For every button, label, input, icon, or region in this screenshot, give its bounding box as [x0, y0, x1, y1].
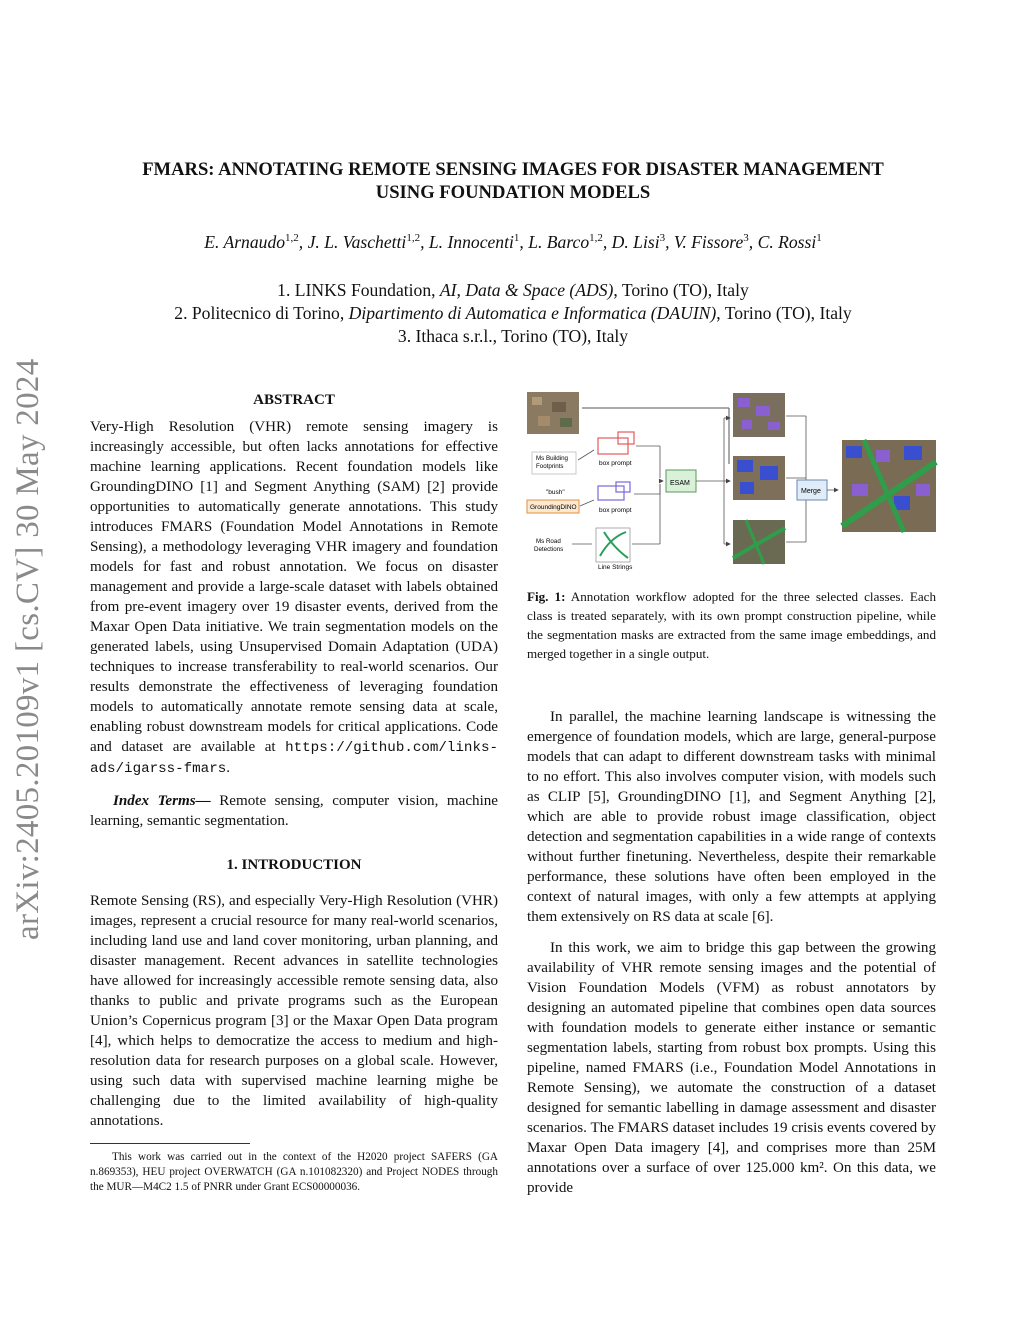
arxiv-identifier: arXiv:2405.20109v1 [cs.CV] 30 May 2024	[10, 358, 46, 940]
footnote-divider	[90, 1143, 250, 1144]
svg-text:GroundingDINO: GroundingDINO	[530, 504, 577, 511]
author: L. Innocenti	[428, 232, 514, 252]
affiliation-1: 1. LINKS Foundation, AI, Data & Space (ADS), Torino (TO), Italy	[277, 280, 749, 300]
abstract-body: Very-High Resolution (VHR) remote sensing imagery is increasingly accessible, but often lacks annotations for effective machine learning applications. Recent foundation models like GroundingDINO [1] and Segment Anything (SAM) [2] provide opportunities to automatically generate annotations. This study introduces FMARS (Foundation Model Annotations in Remote Sensing), a methodology leveraging VHR imagery and foundation models for fast and robust annotation. We focus on disaster management and provide a large-scale dataset with labels obtained from pre-event imagery over 19 disaster events, derived from the Maxar Open Data initiative. We train segmentation models on the generated labels, using Unsupervised Domain Adaptation (UDA) techniques to increase transferability to real-world scenarios. Our results demonstrate the effectiveness of leveraging foundation models to automatically annotate remote sensing data at scale, enabling robust downstream models for critical applications. Code and dataset are available at https://github.com/links-ads/igarss-fmars.	[90, 419, 498, 777]
author-affil: 1,2	[285, 232, 299, 245]
paper-title	[90, 158, 936, 204]
author-affil: 1	[513, 232, 520, 245]
figure-caption: Fig. 1: Annotation workflow adopted for the three selected classes. Each class is treated separately, with its own prompt construction pipeline, while the segmentation masks are extracted from the same image embeddings, and merged together in a single output.	[527, 589, 936, 661]
introduction-heading: 1. INTRODUCTION	[226, 857, 362, 873]
vegetation-mask-image	[733, 456, 785, 500]
author-affil: 3	[743, 232, 749, 245]
intro-paragraph-3: In this work, we aim to bridge this gap between the growing availability of VHR remote sensing images and the potential of Vision Foundation Models (VFM) as robust annotators by designing an automated pipeline that combines open data sources with foundation models to generate either instance or semantic segmentation labels, starting from robust box prompts. Using this pipeline, named FMARS (i.e., Foundation Model Annotations in Remote Sensing), we automate the construction of a dataset designed for semantic labelling in damage assessment and disaster scenarios. The FMARS dataset includes 19 crisis events covered by Maxar Open Data imagery [4], and comprises more than 25M annotations over a surface of over 125.000 km². On this data, we provide	[527, 940, 936, 1196]
box-prompt-1-icon	[598, 438, 628, 454]
author: E. Arnaudo	[204, 232, 286, 252]
author-affil: 1,2	[589, 232, 603, 245]
affiliation-3: 3. Ithaca s.r.l., Torino (TO), Italy	[397, 326, 629, 346]
code-link[interactable]: https://github.com/links-ads/igarss-fmars	[90, 740, 498, 777]
input-satellite-image	[527, 392, 579, 434]
svg-text:Ms Building: Ms Building	[536, 455, 568, 462]
author-affil: 3	[659, 232, 666, 245]
author: J. L. Vaschetti	[307, 232, 407, 252]
box-prompt-2-icon	[598, 486, 624, 500]
merged-output-image	[842, 440, 936, 532]
footnote: This work was carried out in the context of the H2020 project SAFERS (GA n.869353), HEU project OVERWATCH (GA n.101082320) and Project NODES through the MUR—M4C2 1.5 of PNRR under Grant ECS00000036.	[90, 1151, 498, 1193]
svg-text:box prompt: box prompt	[599, 460, 632, 467]
author-affil: 1	[816, 232, 822, 245]
index-terms: Index Terms— Remote sensing, computer vision, machine learning, semantic segmentation.	[90, 793, 499, 829]
title-line-2: USING FOUNDATION MODELS	[375, 182, 651, 203]
workflow-figure	[524, 388, 938, 573]
author: C. Rossi	[757, 232, 817, 252]
svg-text:Detections: Detections	[534, 546, 564, 553]
svg-text:Footprints: Footprints	[536, 463, 564, 470]
svg-text:box prompt: box prompt	[599, 507, 632, 514]
right-column	[527, 707, 936, 1198]
author-list: E. Arnaudo$^{1,2}$, J. L. Vaschetti$^{1,2}$, L. Innocenti$^1$, L. Barco$^{1,2}$, D. Lisi$^3$, V. Fissore$^3$, C. Rossi$^1$	[204, 232, 822, 252]
intro-paragraph-2: In parallel, the machine learning landscape is witnessing the emergence of foundation models, which are large, general-purpose models that can adapt to different downstream tasks with minimal to no effort. This also involves computer vision, with models such as CLIP [5], GroundingDINO [1], and Segment Anything [2], which are able to provide robust image classification, object detection and segmentation capabilities in a wide range of contexts without further finetuning. Nevertheless, despite their remarkable performance, these solutions have often been employed in the context of natural images, with only a few attempts at applying them extensively on RS data at scale [6].	[527, 709, 936, 925]
left-column	[90, 392, 498, 1195]
buildings-mask-image	[733, 393, 785, 437]
author: D. Lisi	[611, 232, 660, 252]
svg-text:ESAM: ESAM	[670, 480, 690, 487]
intro-paragraph-1: Remote Sensing (RS), and especially Very-High Resolution (VHR) images, represent a crucial resource for many real-world scenarios, including land use and land cover monitoring, urban planning, and disaster management. Recent advances in satellite technologies have allowed for increasingly accessible remote sensing data, also thanks to public and private programs such as the European Union’s Copernicus program [3] or the Maxar Open Data program [4], which helps to democratize the access to medium and high-resolution data for research purposes on a global scale. However, using such data with supervised machine learning mighe be challenging due to the limited availability of high-quality annotations.	[90, 893, 498, 1129]
affiliation-2: 2. Politecnico di Torino, Dipartimento di Automatica e Informatica (DAUIN), Torino (TO), Italy	[174, 303, 852, 323]
author-affil: 1,2	[406, 232, 421, 245]
svg-text:Merge: Merge	[801, 488, 821, 495]
svg-text:"bush": "bush"	[546, 489, 565, 496]
svg-text:Line Strings: Line Strings	[598, 564, 633, 571]
title-line-1: FMARS: ANNOTATING REMOTE SENSING IMAGES FOR DISASTER MANAGEMENT	[142, 159, 884, 180]
roads-mask-image	[733, 520, 785, 564]
abstract-heading: ABSTRACT	[253, 392, 335, 408]
affiliations	[90, 279, 936, 348]
svg-text:Ms Road: Ms Road	[536, 538, 561, 545]
author: V. Fissore	[673, 232, 744, 252]
author: L. Barco	[528, 232, 590, 252]
